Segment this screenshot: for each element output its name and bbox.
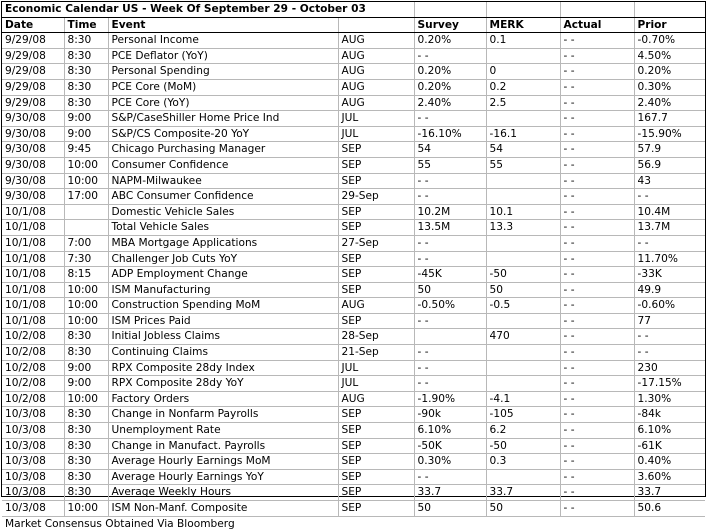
cell-actual: - - [560,189,634,205]
table-row [2,298,705,314]
header-date: Date [2,17,64,33]
sheet-title: Economic Calendar US - Week Of September 29 - October 03 [2,2,414,17]
cell-survey: - - [414,360,486,376]
cell-event: Chicago Purchasing Manager [108,142,338,158]
cell-date: 10/3/08 [2,407,64,423]
cell-survey: - - [414,173,486,189]
cell-actual: - - [560,64,634,80]
cell-date: 9/30/08 [2,126,64,142]
cell-time: 8:30 [64,48,108,64]
cell-survey: -90k [414,407,486,423]
cell-prior: 230 [634,360,705,376]
cell-merk: 10.1 [486,204,560,220]
cell-time: 10:00 [64,501,108,517]
cell-actual: - - [560,173,634,189]
table-row [2,204,705,220]
cell-actual: - - [560,126,634,142]
cell-actual: - - [560,298,634,314]
cell-merk: 6.2 [486,423,560,439]
table-row [2,251,705,267]
cell-event: NAPM-Milwaukee [108,173,338,189]
cell-survey: -16.10% [414,126,486,142]
cell-period: AUG [338,33,414,49]
cell-survey: 0.20% [414,33,486,49]
cell-date: 9/29/08 [2,33,64,49]
cell-period: SEP [338,251,414,267]
cell-period: 27-Sep [338,235,414,251]
table-row [2,64,705,80]
cell-survey: 0.30% [414,454,486,470]
cell-survey: 13.5M [414,220,486,236]
cell-merk: 0.2 [486,79,560,95]
cell-time: 8:30 [64,469,108,485]
cell-merk: 54 [486,142,560,158]
cell-merk [486,251,560,267]
cell-prior: - - [634,329,705,345]
cell-survey: -45K [414,267,486,283]
cell-prior: 3.60% [634,469,705,485]
table-row [2,329,705,345]
cell-prior: 56.9 [634,157,705,173]
cell-event: Continuing Claims [108,345,338,361]
header-actual: Actual [560,17,634,33]
cell-survey: - - [414,376,486,392]
calendar-sheet [1,1,706,530]
cell-date: 10/3/08 [2,501,64,517]
cell-prior: 11.70% [634,251,705,267]
cell-time: 9:00 [64,111,108,127]
cell-time: 8:30 [64,438,108,454]
cell-prior: 1.30% [634,391,705,407]
cell-time: 9:00 [64,360,108,376]
table-row [2,454,705,470]
cell-time: 7:30 [64,251,108,267]
cell-actual: - - [560,407,634,423]
cell-period: 29-Sep [338,189,414,205]
cell-survey: 50 [414,282,486,298]
title-row [2,2,705,17]
cell-event: Consumer Confidence [108,157,338,173]
cell-merk [486,376,560,392]
cell-period: SEP [338,173,414,189]
cell-merk: 470 [486,329,560,345]
cell-survey: 2.40% [414,95,486,111]
cell-actual: - - [560,33,634,49]
economic-calendar-table [2,2,705,531]
cell-survey: - - [414,345,486,361]
footer-note: Market Consensus Obtained Via Bloomberg [2,516,705,531]
cell-prior: 2.40% [634,95,705,111]
cell-date: 10/3/08 [2,454,64,470]
cell-time: 9:00 [64,376,108,392]
cell-survey: 33.7 [414,485,486,501]
cell-date: 10/2/08 [2,376,64,392]
cell-actual: - - [560,329,634,345]
cell-prior: 0.30% [634,79,705,95]
title-blank-cell [634,2,705,17]
table-row [2,48,705,64]
cell-event: Initial Jobless Claims [108,329,338,345]
header-row [2,17,705,33]
table-row [2,469,705,485]
cell-event: Average Hourly Earnings MoM [108,454,338,470]
cell-period: SEP [338,313,414,329]
header-time: Time [64,17,108,33]
cell-period: AUG [338,298,414,314]
cell-actual: - - [560,251,634,267]
table-row [2,423,705,439]
cell-date: 10/3/08 [2,469,64,485]
cell-period: SEP [338,282,414,298]
cell-date: 10/1/08 [2,220,64,236]
cell-period: AUG [338,79,414,95]
cell-actual: - - [560,345,634,361]
cell-merk: 50 [486,501,560,517]
cell-time: 8:30 [64,95,108,111]
cell-prior: -15.90% [634,126,705,142]
cell-prior: 50.6 [634,501,705,517]
cell-time: 10:00 [64,313,108,329]
cell-merk: 0 [486,64,560,80]
cell-event: Average Weekly Hours [108,485,338,501]
cell-prior: 0.40% [634,454,705,470]
cell-period: AUG [338,391,414,407]
cell-time: 8:15 [64,267,108,283]
cell-prior: -0.70% [634,33,705,49]
cell-prior: 57.9 [634,142,705,158]
table-row [2,126,705,142]
cell-period: SEP [338,142,414,158]
cell-event: Construction Spending MoM [108,298,338,314]
cell-event: PCE Core (YoY) [108,95,338,111]
cell-date: 10/3/08 [2,438,64,454]
cell-actual: - - [560,313,634,329]
cell-date: 9/30/08 [2,111,64,127]
cell-actual: - - [560,95,634,111]
cell-time [64,220,108,236]
cell-event: ISM Manufacturing [108,282,338,298]
cell-merk: -4.1 [486,391,560,407]
table-row [2,376,705,392]
cell-actual: - - [560,157,634,173]
cell-time: 10:00 [64,173,108,189]
cell-actual: - - [560,360,634,376]
table-row [2,360,705,376]
cell-event: PCE Core (MoM) [108,79,338,95]
cell-date: 10/3/08 [2,485,64,501]
cell-period: SEP [338,220,414,236]
cell-date: 10/1/08 [2,204,64,220]
cell-survey: -0.50% [414,298,486,314]
cell-survey: 6.10% [414,423,486,439]
cell-actual: - - [560,79,634,95]
table-row [2,79,705,95]
cell-period: AUG [338,48,414,64]
cell-period: SEP [338,267,414,283]
cell-survey: - - [414,251,486,267]
table-row [2,220,705,236]
cell-survey: - - [414,235,486,251]
cell-date: 9/29/08 [2,79,64,95]
cell-prior: - - [634,345,705,361]
cell-event: ISM Non-Manf. Composite [108,501,338,517]
table-row [2,267,705,283]
table-row [2,501,705,517]
cell-period: JUL [338,126,414,142]
cell-event: RPX Composite 28dy Index [108,360,338,376]
table-row [2,33,705,49]
title-blank-cell [486,2,560,17]
table-row [2,95,705,111]
cell-date: 10/1/08 [2,298,64,314]
cell-date: 9/30/08 [2,189,64,205]
cell-survey: -1.90% [414,391,486,407]
cell-period: SEP [338,454,414,470]
cell-merk: 2.5 [486,95,560,111]
cell-event: Change in Nonfarm Payrolls [108,407,338,423]
cell-period: 28-Sep [338,329,414,345]
cell-merk [486,345,560,361]
cell-period: SEP [338,485,414,501]
header-survey: Survey [414,17,486,33]
cell-event: Average Hourly Earnings YoY [108,469,338,485]
cell-merk: -0.5 [486,298,560,314]
cell-period: JUL [338,111,414,127]
cell-survey: - - [414,48,486,64]
cell-event: ISM Prices Paid [108,313,338,329]
cell-time: 8:30 [64,33,108,49]
cell-merk: -50 [486,267,560,283]
cell-time: 8:30 [64,79,108,95]
cell-period: SEP [338,501,414,517]
cell-survey: 0.20% [414,64,486,80]
cell-prior: -17.15% [634,376,705,392]
cell-date: 10/2/08 [2,329,64,345]
cell-event: Domestic Vehicle Sales [108,204,338,220]
cell-date: 10/1/08 [2,251,64,267]
cell-date: 10/2/08 [2,360,64,376]
cell-period: SEP [338,157,414,173]
cell-prior: -0.60% [634,298,705,314]
table-row [2,157,705,173]
cell-event: Total Vehicle Sales [108,220,338,236]
cell-event: S&P/CaseShiller Home Price Ind [108,111,338,127]
cell-prior: 49.9 [634,282,705,298]
cell-prior: - - [634,189,705,205]
cell-actual: - - [560,235,634,251]
cell-prior: 43 [634,173,705,189]
cell-actual: - - [560,485,634,501]
cell-date: 9/30/08 [2,173,64,189]
title-blank-cell [560,2,634,17]
cell-event: ABC Consumer Confidence [108,189,338,205]
cell-merk: 50 [486,282,560,298]
cell-period: 21-Sep [338,345,414,361]
cell-actual: - - [560,423,634,439]
cell-time: 10:00 [64,157,108,173]
header-period [338,17,414,33]
cell-prior: -61K [634,438,705,454]
header-merk: MERK [486,17,560,33]
cell-date: 10/1/08 [2,267,64,283]
cell-period: SEP [338,204,414,220]
cell-date: 10/1/08 [2,313,64,329]
cell-actual: - - [560,48,634,64]
cell-actual: - - [560,391,634,407]
cell-time: 9:45 [64,142,108,158]
cell-actual: - - [560,267,634,283]
cell-time [64,204,108,220]
cell-prior: 4.50% [634,48,705,64]
cell-survey: - - [414,189,486,205]
cell-event: Factory Orders [108,391,338,407]
cell-date: 10/1/08 [2,282,64,298]
cell-time: 8:30 [64,423,108,439]
table-row [2,111,705,127]
cell-merk: -105 [486,407,560,423]
table-row [2,282,705,298]
cell-prior: - - [634,235,705,251]
cell-date: 9/29/08 [2,64,64,80]
cell-time: 8:30 [64,407,108,423]
cell-time: 17:00 [64,189,108,205]
cell-survey: - - [414,111,486,127]
cell-merk [486,235,560,251]
cell-actual: - - [560,454,634,470]
cell-date: 9/29/08 [2,95,64,111]
cell-actual: - - [560,282,634,298]
cell-date: 10/2/08 [2,345,64,361]
cell-event: PCE Deflator (YoY) [108,48,338,64]
cell-date: 10/2/08 [2,391,64,407]
cell-actual: - - [560,376,634,392]
cell-date: 10/3/08 [2,423,64,439]
cell-actual: - - [560,204,634,220]
cell-period: SEP [338,407,414,423]
cell-time: 8:30 [64,345,108,361]
cell-merk: -16.1 [486,126,560,142]
table-row [2,345,705,361]
cell-period: SEP [338,423,414,439]
table-row [2,313,705,329]
cell-time: 10:00 [64,298,108,314]
cell-survey: - - [414,313,486,329]
cell-prior: 33.7 [634,485,705,501]
cell-actual: - - [560,142,634,158]
cell-merk: 55 [486,157,560,173]
cell-prior: 167.7 [634,111,705,127]
cell-merk: 0.3 [486,454,560,470]
cell-merk [486,360,560,376]
cell-event: S&P/CS Composite-20 YoY [108,126,338,142]
cell-merk: 13.3 [486,220,560,236]
cell-period: SEP [338,469,414,485]
cell-time: 8:30 [64,64,108,80]
cell-actual: - - [560,501,634,517]
header-event: Event [108,17,338,33]
cell-period: AUG [338,95,414,111]
cell-survey: 10.2M [414,204,486,220]
cell-event: ADP Employment Change [108,267,338,283]
cell-merk [486,173,560,189]
cell-time: 10:00 [64,282,108,298]
title-blank-cell [414,2,486,17]
cell-survey: 54 [414,142,486,158]
table-row [2,485,705,501]
cell-actual: - - [560,438,634,454]
cell-period: JUL [338,376,414,392]
cell-period: AUG [338,64,414,80]
cell-period: JUL [338,360,414,376]
cell-time: 8:30 [64,329,108,345]
cell-prior: 0.20% [634,64,705,80]
cell-date: 9/30/08 [2,142,64,158]
cell-event: Unemployment Rate [108,423,338,439]
cell-prior: -33K [634,267,705,283]
cell-prior: 77 [634,313,705,329]
cell-prior: 13.7M [634,220,705,236]
cell-prior: 6.10% [634,423,705,439]
cell-event: Personal Income [108,33,338,49]
cell-prior: -84k [634,407,705,423]
cell-time: 9:00 [64,126,108,142]
cell-merk [486,313,560,329]
cell-survey: 50 [414,501,486,517]
cell-time: 8:30 [64,454,108,470]
cell-merk [486,111,560,127]
cell-merk: -50 [486,438,560,454]
cell-merk: 0.1 [486,33,560,49]
cell-date: 10/1/08 [2,235,64,251]
table-row [2,235,705,251]
cell-event: Personal Spending [108,64,338,80]
cell-date: 9/30/08 [2,157,64,173]
table-row [2,391,705,407]
cell-period: SEP [338,438,414,454]
cell-event: RPX Composite 28dy YoY [108,376,338,392]
cell-merk: 33.7 [486,485,560,501]
table-row [2,438,705,454]
cell-time: 7:00 [64,235,108,251]
cell-prior: 10.4M [634,204,705,220]
cell-date: 9/29/08 [2,48,64,64]
cell-event: MBA Mortgage Applications [108,235,338,251]
cell-actual: - - [560,469,634,485]
cell-merk [486,189,560,205]
cell-actual: - - [560,111,634,127]
table-row [2,189,705,205]
cell-survey: - - [414,469,486,485]
table-row [2,142,705,158]
table-row [2,173,705,189]
cell-event: Challenger Job Cuts YoY [108,251,338,267]
cell-time: 10:00 [64,391,108,407]
cell-survey: 55 [414,157,486,173]
cell-merk [486,48,560,64]
footer-row [2,516,705,531]
cell-survey [414,329,486,345]
table-row [2,407,705,423]
cell-merk [486,469,560,485]
cell-survey: -50K [414,438,486,454]
cell-event: Change in Manufact. Payrolls [108,438,338,454]
cell-survey: 0.20% [414,79,486,95]
cell-time: 8:30 [64,485,108,501]
header-prior: Prior [634,17,705,33]
cell-actual: - - [560,220,634,236]
